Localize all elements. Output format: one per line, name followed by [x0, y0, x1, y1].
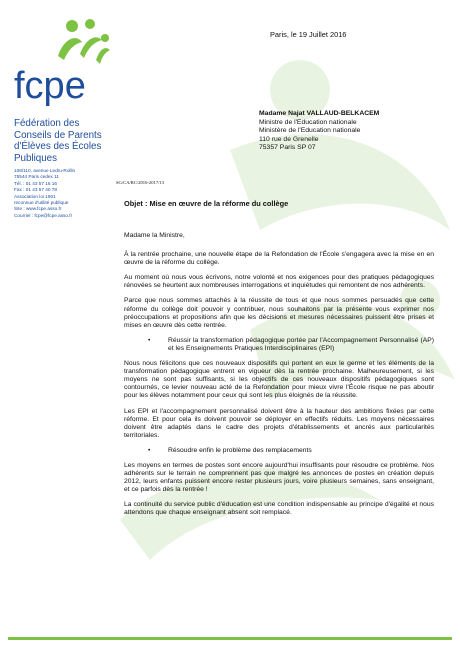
org-email: Courriel : fcpe@fcpe.asso.fr [14, 212, 73, 218]
org-address-street: 108/110, avenue Ledru-Rollin [14, 168, 76, 173]
org-status: Association loi 1901 [14, 193, 56, 199]
org-status-detail: reconnue d'utilité publique [14, 200, 69, 206]
bullet-item [124, 337, 434, 353]
org-name-line: d'Élèves des Écoles [14, 141, 102, 152]
bullet-mark: • [148, 336, 151, 344]
subject-line: Objet : Mise en œuvre de la réforme du collège [124, 199, 289, 208]
bullet-item [124, 447, 434, 455]
recipient-line: Ministère de l'Education nationale [259, 127, 361, 135]
place-date: Paris, le 19 Juillet 2016 [270, 30, 347, 39]
reference-number: SG/CA/RC/2016-2017/13 [116, 180, 164, 185]
org-address-city: 75544 Paris cedex 11 [14, 174, 59, 180]
paragraph: Au moment où nous vous écrivons, notre volonté et nos exigences pour des pratiques pédagogiques rénovées se heurtent aux nombreuses interrogations et inquiétudes qui remontent de nos adhérents. [124, 274, 434, 290]
org-phone: Tél. : 01 43 57 16 16 [14, 180, 58, 186]
paragraph: Parce que nous sommes attachés à la réussite de tous et que nous sommes persuadés que cette réforme du collège doit pouvoir y contribuer, nous souhaitons par la présente vous exprimer nos préoccupations et propositions afin que les décisions et mesures nécessaires puissent être prises et mises en œuvre dès cette rentrée. [124, 297, 434, 329]
bullet-text: Réussir la transformation pédagogique portée par l'Accompagnement Personnalisé (AP) et les Enseignements Pratiques Interdisciplinaires (EPI) [168, 336, 434, 352]
footer-divider [8, 637, 452, 640]
bullet-mark: • [148, 446, 151, 454]
paragraph: La continuité du service public d'éducation est une condition indispensable au principe d'égalité et nous attendons que chaque enseignant absent soit remplacé. [124, 501, 434, 517]
paragraph: Nous nous félicitons que ces nouveaux dispositifs qui portent en eux le germe et les éléments de la transformation pédagogique entrent en vigueur dès la rentrée prochaine. Malheureusement, si les moyens ne sont pas suffisants, si les objectifs de ces nouveaux dispositifs pédagogiques sont contournés, ce levier nouveau acté de la Refondation pour mieux vivre l'École risque ne pas aboutir pour les élèves notamment pour ceux qui sont les plus éloignés de la réussite. [124, 360, 434, 400]
paragraph: Les EPI et l'accompagnement personnalisé doivent être à la hauteur des ambitions fixées par cette réforme. Et pour cela ils doivent pouvoir se déployer en effectifs réduits. Les moyens nécessaires doivent être adaptés dans le cadre des projets d'établissements et ancrés aux particularités territoriales. [124, 407, 434, 439]
recipient-name: Madame Najat VALLAUD-BELKACEM [259, 110, 380, 117]
organization-contact [14, 168, 114, 219]
recipient-block [259, 110, 379, 153]
organization-block [14, 118, 114, 219]
org-name-line: Conseils de Parents [14, 129, 102, 141]
salutation: Madame la Ministre, [124, 232, 185, 239]
recipient-line: 75357 Paris SP 07 [259, 144, 316, 152]
fcpe-logo [12, 16, 112, 106]
letter-body [124, 232, 434, 525]
bullet-text: Résoudre enfin le problème des remplacements [168, 446, 312, 454]
recipient-line: Ministre de l'Education nationale [259, 118, 357, 126]
organization-name [14, 118, 114, 164]
org-fax: Fax : 01 43 57 40 78 [14, 187, 58, 193]
org-website: Site : www.fcpe.asso.fr [14, 206, 62, 212]
recipient-line: 110 rue de Grenelle [259, 135, 319, 143]
paragraph: À la rentrée prochaine, une nouvelle étape de la Refondation de l'École s'engagera avec la mise en en œuvre de la réforme du collège. [124, 251, 434, 267]
paragraph: Les moyens en termes de postes sont encore aujourd'hui insuffisants pour résoudre ce problème. Nos adhérents sur le terrain ne comprennent pas que malgré les annonces de postes en création depuis 2012, leurs enfants puissent encore rester plusieurs jours, voire plusieurs semaines, sans enseignant, et ce parfois dès la rentrée ! [124, 461, 434, 494]
org-name-line: Publiques [14, 152, 58, 164]
org-name-line: Fédération des [14, 118, 80, 129]
logo-text: fcpe [14, 65, 86, 106]
three-figures-logo-icon [58, 19, 110, 64]
